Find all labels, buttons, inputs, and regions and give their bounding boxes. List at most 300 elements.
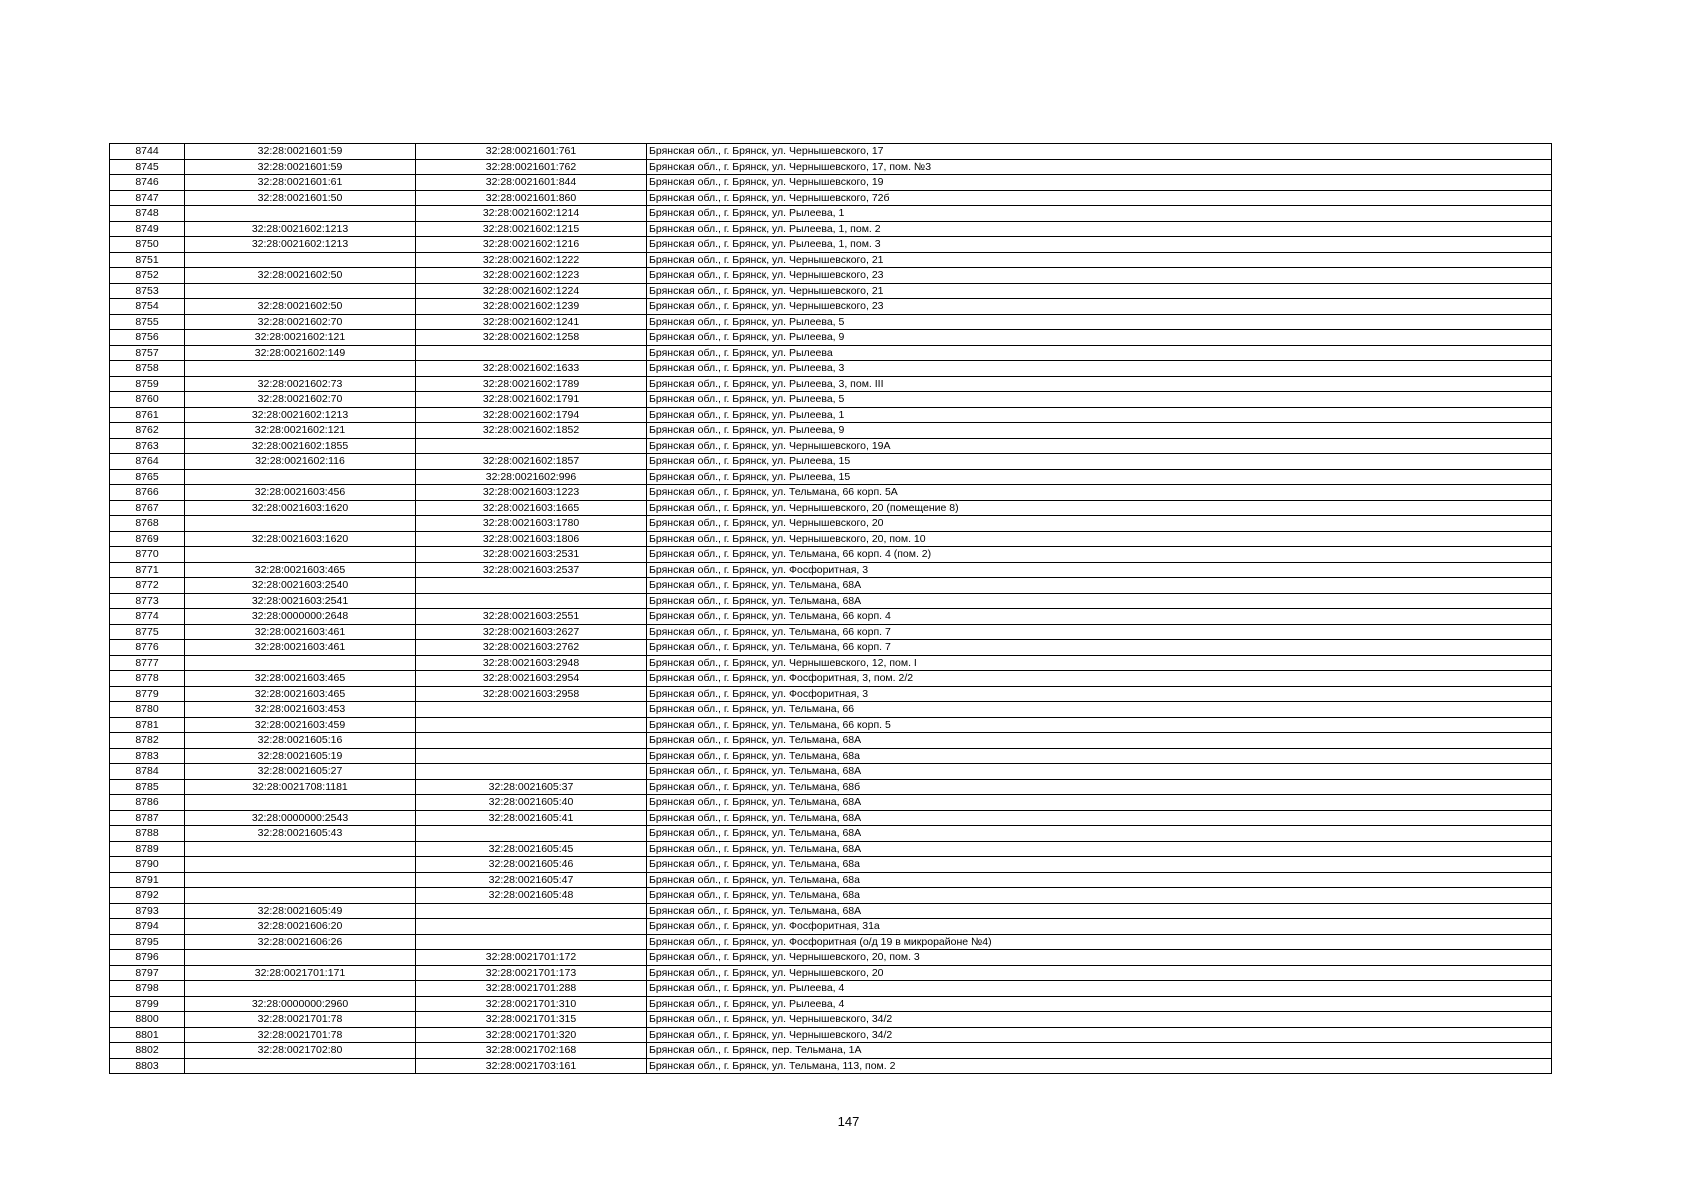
address-cell: Брянская обл., г. Брянск, ул. Фосфоритная (о/д 19 в микрорайоне №4) [647, 934, 1552, 950]
table-row [110, 624, 1552, 640]
object-cadastral-number-cell: 32:28:0021602:1223 [416, 268, 647, 284]
object-cadastral-number-cell: 32:28:0021602:1794 [416, 407, 647, 423]
row-number-cell: 8751 [110, 252, 185, 268]
row-number-cell: 8745 [110, 159, 185, 175]
table-row [110, 671, 1552, 687]
row-number-cell: 8767 [110, 500, 185, 516]
object-cadastral-number-cell: 32:28:0021603:2958 [416, 686, 647, 702]
table-row [110, 779, 1552, 795]
land-cadastral-number-cell: 32:28:0021603:461 [185, 640, 416, 656]
row-number-cell: 8748 [110, 206, 185, 222]
address-cell: Брянская обл., г. Брянск, ул. Тельмана, 68А [647, 764, 1552, 780]
land-cadastral-number-cell: 32:28:0021606:26 [185, 934, 416, 950]
row-number-cell: 8776 [110, 640, 185, 656]
land-cadastral-number-cell: 32:28:0021602:1855 [185, 438, 416, 454]
table-row [110, 221, 1552, 237]
table-row [110, 330, 1552, 346]
object-cadastral-number-cell: 32:28:0021603:2954 [416, 671, 647, 687]
address-cell: Брянская обл., г. Брянск, ул. Рылеева, 9 [647, 423, 1552, 439]
row-number-cell: 8800 [110, 1012, 185, 1028]
land-cadastral-number-cell: 32:28:0021603:456 [185, 485, 416, 501]
table-row [110, 454, 1552, 470]
land-cadastral-number-cell: 32:28:0021601:59 [185, 159, 416, 175]
row-number-cell: 8801 [110, 1027, 185, 1043]
row-number-cell: 8769 [110, 531, 185, 547]
object-cadastral-number-cell [416, 438, 647, 454]
land-cadastral-number-cell: 32:28:0021702:80 [185, 1043, 416, 1059]
address-cell: Брянская обл., г. Брянск, ул. Чернышевского, 21 [647, 283, 1552, 299]
table-row [110, 593, 1552, 609]
row-number-cell: 8765 [110, 469, 185, 485]
address-cell: Брянская обл., г. Брянск, ул. Чернышевского, 17, пом. №3 [647, 159, 1552, 175]
table-row [110, 655, 1552, 671]
address-cell: Брянская обл., г. Брянск, ул. Тельмана, 68А [647, 810, 1552, 826]
object-cadastral-number-cell [416, 717, 647, 733]
address-cell: Брянская обл., г. Брянск, ул. Тельмана, 113, пом. 2 [647, 1058, 1552, 1074]
row-number-cell: 8757 [110, 345, 185, 361]
page-number: 147 [837, 1114, 860, 1129]
object-cadastral-number-cell: 32:28:0021603:1223 [416, 485, 647, 501]
object-cadastral-number-cell: 32:28:0021602:996 [416, 469, 647, 485]
row-number-cell: 8753 [110, 283, 185, 299]
address-cell: Брянская обл., г. Брянск, ул. Рылеева, 3 [647, 361, 1552, 377]
land-cadastral-number-cell: 32:28:0021601:50 [185, 190, 416, 206]
object-cadastral-number-cell: 32:28:0021603:2948 [416, 655, 647, 671]
land-cadastral-number-cell [185, 1058, 416, 1074]
row-number-cell: 8779 [110, 686, 185, 702]
land-cadastral-number-cell: 32:28:0021603:1620 [185, 500, 416, 516]
object-cadastral-number-cell: 32:28:0021602:1224 [416, 283, 647, 299]
row-number-cell: 8777 [110, 655, 185, 671]
address-cell: Брянская обл., г. Брянск, ул. Тельмана, 68а [647, 857, 1552, 873]
row-number-cell: 8775 [110, 624, 185, 640]
row-number-cell: 8746 [110, 175, 185, 191]
table-row [110, 314, 1552, 330]
table-row [110, 423, 1552, 439]
table-row [110, 919, 1552, 935]
object-cadastral-number-cell: 32:28:0021603:1780 [416, 516, 647, 532]
object-cadastral-number-cell: 32:28:0021603:1665 [416, 500, 647, 516]
land-cadastral-number-cell: 32:28:0021605:27 [185, 764, 416, 780]
object-cadastral-number-cell: 32:28:0021605:45 [416, 841, 647, 857]
object-cadastral-number-cell [416, 826, 647, 842]
row-number-cell: 8768 [110, 516, 185, 532]
address-cell: Брянская обл., г. Брянск, пер. Тельмана, 1А [647, 1043, 1552, 1059]
table-row [110, 888, 1552, 904]
table-row [110, 252, 1552, 268]
object-cadastral-number-cell: 32:28:0021602:1222 [416, 252, 647, 268]
land-cadastral-number-cell: 32:28:0021601:59 [185, 144, 416, 160]
land-cadastral-number-cell: 32:28:0021605:43 [185, 826, 416, 842]
land-cadastral-number-cell: 32:28:0021603:459 [185, 717, 416, 733]
object-cadastral-number-cell [416, 764, 647, 780]
row-number-cell: 8791 [110, 872, 185, 888]
address-cell: Брянская обл., г. Брянск, ул. Тельмана, 66 корп. 4 [647, 609, 1552, 625]
object-cadastral-number-cell: 32:28:0021602:1633 [416, 361, 647, 377]
land-cadastral-number-cell: 32:28:0021605:19 [185, 748, 416, 764]
object-cadastral-number-cell [416, 593, 647, 609]
address-cell: Брянская обл., г. Брянск, ул. Рылеева, 1, пом. 3 [647, 237, 1552, 253]
address-cell: Брянская обл., г. Брянск, ул. Рылеева, 15 [647, 469, 1552, 485]
table-row [110, 1043, 1552, 1059]
land-cadastral-number-cell: 32:28:0021603:461 [185, 624, 416, 640]
land-cadastral-number-cell: 32:28:0021603:2541 [185, 593, 416, 609]
land-cadastral-number-cell: 32:28:0021602:73 [185, 376, 416, 392]
row-number-cell: 8781 [110, 717, 185, 733]
table-row [110, 1012, 1552, 1028]
object-cadastral-number-cell [416, 919, 647, 935]
table-row [110, 144, 1552, 160]
table-row [110, 950, 1552, 966]
row-number-cell: 8766 [110, 485, 185, 501]
land-cadastral-number-cell: 32:28:0021605:16 [185, 733, 416, 749]
object-cadastral-number-cell: 32:28:0021602:1215 [416, 221, 647, 237]
table-row [110, 826, 1552, 842]
table-row [110, 733, 1552, 749]
table-row [110, 702, 1552, 718]
land-cadastral-number-cell: 32:28:0000000:2648 [185, 609, 416, 625]
address-cell: Брянская обл., г. Брянск, ул. Чернышевского, 19 [647, 175, 1552, 191]
row-number-cell: 8764 [110, 454, 185, 470]
row-number-cell: 8763 [110, 438, 185, 454]
land-cadastral-number-cell [185, 361, 416, 377]
table-row [110, 531, 1552, 547]
table-row [110, 872, 1552, 888]
table-row [110, 516, 1552, 532]
object-cadastral-number-cell [416, 702, 647, 718]
address-cell: Брянская обл., г. Брянск, ул. Рылеева, 4 [647, 996, 1552, 1012]
land-cadastral-number-cell: 32:28:0021601:61 [185, 175, 416, 191]
object-cadastral-number-cell: 32:28:0021701:320 [416, 1027, 647, 1043]
cadastral-table [109, 143, 1552, 1074]
address-cell: Брянская обл., г. Брянск, ул. Чернышевского, 20, пом. 10 [647, 531, 1552, 547]
address-cell: Брянская обл., г. Брянск, ул. Тельмана, 68А [647, 593, 1552, 609]
row-number-cell: 8782 [110, 733, 185, 749]
row-number-cell: 8783 [110, 748, 185, 764]
row-number-cell: 8744 [110, 144, 185, 160]
object-cadastral-number-cell [416, 748, 647, 764]
land-cadastral-number-cell: 32:28:0021603:2540 [185, 578, 416, 594]
object-cadastral-number-cell: 32:28:0021602:1852 [416, 423, 647, 439]
address-cell: Брянская обл., г. Брянск, ул. Тельмана, 66 корп. 7 [647, 624, 1552, 640]
row-number-cell: 8785 [110, 779, 185, 795]
address-cell: Брянская обл., г. Брянск, ул. Тельмана, 68а [647, 748, 1552, 764]
object-cadastral-number-cell: 32:28:0021701:173 [416, 965, 647, 981]
table-row [110, 547, 1552, 563]
land-cadastral-number-cell [185, 981, 416, 997]
row-number-cell: 8773 [110, 593, 185, 609]
address-cell: Брянская обл., г. Брянск, ул. Чернышевского, 20 [647, 965, 1552, 981]
land-cadastral-number-cell: 32:28:0021602:1213 [185, 237, 416, 253]
table-row [110, 407, 1552, 423]
object-cadastral-number-cell: 32:28:0021602:1789 [416, 376, 647, 392]
table-row [110, 795, 1552, 811]
object-cadastral-number-cell [416, 345, 647, 361]
table-row [110, 934, 1552, 950]
table-row [110, 485, 1552, 501]
table-row [110, 361, 1552, 377]
table-row [110, 206, 1552, 222]
table-row [110, 810, 1552, 826]
row-number-cell: 8770 [110, 547, 185, 563]
table-row [110, 562, 1552, 578]
address-cell: Брянская обл., г. Брянск, ул. Фосфоритная, 3 [647, 562, 1552, 578]
table-row [110, 578, 1552, 594]
table-row [110, 376, 1552, 392]
row-number-cell: 8797 [110, 965, 185, 981]
table-row [110, 857, 1552, 873]
address-cell: Брянская обл., г. Брянск, ул. Тельмана, 68А [647, 826, 1552, 842]
land-cadastral-number-cell: 32:28:0021602:121 [185, 423, 416, 439]
row-number-cell: 8747 [110, 190, 185, 206]
land-cadastral-number-cell: 32:28:0021605:49 [185, 903, 416, 919]
address-cell: Брянская обл., г. Брянск, ул. Фосфоритная, 3, пом. 2/2 [647, 671, 1552, 687]
address-cell: Брянская обл., г. Брянск, ул. Чернышевского, 34/2 [647, 1027, 1552, 1043]
address-cell: Брянская обл., г. Брянск, ул. Тельмана, 66 корп. 7 [647, 640, 1552, 656]
row-number-cell: 8752 [110, 268, 185, 284]
row-number-cell: 8772 [110, 578, 185, 594]
object-cadastral-number-cell: 32:28:0021603:2762 [416, 640, 647, 656]
object-cadastral-number-cell: 32:28:0021602:1241 [416, 314, 647, 330]
object-cadastral-number-cell: 32:28:0021601:844 [416, 175, 647, 191]
address-cell: Брянская обл., г. Брянск, ул. Чернышевского, 20, пом. 3 [647, 950, 1552, 966]
table-row [110, 1027, 1552, 1043]
table-row [110, 996, 1552, 1012]
table-row [110, 748, 1552, 764]
address-cell: Брянская обл., г. Брянск, ул. Рылеева, 3, пом. III [647, 376, 1552, 392]
object-cadastral-number-cell: 32:28:0021603:2627 [416, 624, 647, 640]
object-cadastral-number-cell: 32:28:0021602:1216 [416, 237, 647, 253]
address-cell: Брянская обл., г. Брянск, ул. Тельмана, 68а [647, 888, 1552, 904]
land-cadastral-number-cell [185, 206, 416, 222]
address-cell: Брянская обл., г. Брянск, ул. Чернышевского, 72б [647, 190, 1552, 206]
row-number-cell: 8761 [110, 407, 185, 423]
row-number-cell: 8774 [110, 609, 185, 625]
row-number-cell: 8762 [110, 423, 185, 439]
address-cell: Брянская обл., г. Брянск, ул. Чернышевского, 20 (помещение 8) [647, 500, 1552, 516]
land-cadastral-number-cell: 32:28:0021701:78 [185, 1027, 416, 1043]
land-cadastral-number-cell [185, 469, 416, 485]
row-number-cell: 8788 [110, 826, 185, 842]
land-cadastral-number-cell: 32:28:0021603:453 [185, 702, 416, 718]
land-cadastral-number-cell: 32:28:0021603:465 [185, 686, 416, 702]
table-row [110, 469, 1552, 485]
land-cadastral-number-cell: 32:28:0021602:121 [185, 330, 416, 346]
land-cadastral-number-cell [185, 252, 416, 268]
object-cadastral-number-cell [416, 578, 647, 594]
land-cadastral-number-cell: 32:28:0021602:1213 [185, 407, 416, 423]
address-cell: Брянская обл., г. Брянск, ул. Рылеева, 5 [647, 392, 1552, 408]
row-number-cell: 8771 [110, 562, 185, 578]
table-row [110, 268, 1552, 284]
row-number-cell: 8790 [110, 857, 185, 873]
address-cell: Брянская обл., г. Брянск, ул. Рылеева, 9 [647, 330, 1552, 346]
object-cadastral-number-cell: 32:28:0021602:1258 [416, 330, 647, 346]
address-cell: Брянская обл., г. Брянск, ул. Чернышевского, 34/2 [647, 1012, 1552, 1028]
object-cadastral-number-cell: 32:28:0021603:2531 [416, 547, 647, 563]
land-cadastral-number-cell: 32:28:0021701:78 [185, 1012, 416, 1028]
address-cell: Брянская обл., г. Брянск, ул. Фосфоритная, 3 [647, 686, 1552, 702]
land-cadastral-number-cell [185, 950, 416, 966]
table-row [110, 283, 1552, 299]
row-number-cell: 8787 [110, 810, 185, 826]
land-cadastral-number-cell [185, 857, 416, 873]
address-cell: Брянская обл., г. Брянск, ул. Тельмана, 68А [647, 733, 1552, 749]
table-row [110, 175, 1552, 191]
table-row [110, 1058, 1552, 1074]
address-cell: Брянская обл., г. Брянск, ул. Чернышевского, 19А [647, 438, 1552, 454]
address-cell: Брянская обл., г. Брянск, ул. Рылеева, 5 [647, 314, 1552, 330]
address-cell: Брянская обл., г. Брянск, ул. Тельмана, 66 корп. 5 [647, 717, 1552, 733]
row-number-cell: 8803 [110, 1058, 185, 1074]
object-cadastral-number-cell: 32:28:0021602:1214 [416, 206, 647, 222]
land-cadastral-number-cell [185, 516, 416, 532]
object-cadastral-number-cell: 32:28:0021601:761 [416, 144, 647, 160]
table-row [110, 981, 1552, 997]
object-cadastral-number-cell: 32:28:0021601:860 [416, 190, 647, 206]
address-cell: Брянская обл., г. Брянск, ул. Рылеева [647, 345, 1552, 361]
row-number-cell: 8786 [110, 795, 185, 811]
address-cell: Брянская обл., г. Брянск, ул. Тельмана, 68А [647, 841, 1552, 857]
table-row [110, 686, 1552, 702]
address-cell: Брянская обл., г. Брянск, ул. Тельмана, 68А [647, 578, 1552, 594]
row-number-cell: 8755 [110, 314, 185, 330]
land-cadastral-number-cell: 32:28:0021701:171 [185, 965, 416, 981]
table-row [110, 640, 1552, 656]
table-row [110, 392, 1552, 408]
land-cadastral-number-cell: 32:28:0000000:2960 [185, 996, 416, 1012]
address-cell: Брянская обл., г. Брянск, ул. Тельмана, 68а [647, 872, 1552, 888]
address-cell: Брянская обл., г. Брянск, ул. Тельмана, 66 корп. 4 (пом. 2) [647, 547, 1552, 563]
land-cadastral-number-cell [185, 547, 416, 563]
table-row [110, 500, 1552, 516]
row-number-cell: 8796 [110, 950, 185, 966]
object-cadastral-number-cell: 32:28:0021605:37 [416, 779, 647, 795]
table-row [110, 764, 1552, 780]
land-cadastral-number-cell: 32:28:0021603:465 [185, 671, 416, 687]
land-cadastral-number-cell: 32:28:0000000:2543 [185, 810, 416, 826]
row-number-cell: 8756 [110, 330, 185, 346]
address-cell: Брянская обл., г. Брянск, ул. Чернышевского, 20 [647, 516, 1552, 532]
table-row [110, 438, 1552, 454]
address-cell: Брянская обл., г. Брянск, ул. Чернышевского, 23 [647, 268, 1552, 284]
land-cadastral-number-cell [185, 841, 416, 857]
address-cell: Брянская обл., г. Брянск, ул. Рылеева, 1 [647, 206, 1552, 222]
object-cadastral-number-cell: 32:28:0021701:315 [416, 1012, 647, 1028]
address-cell: Брянская обл., г. Брянск, ул. Чернышевского, 21 [647, 252, 1552, 268]
object-cadastral-number-cell: 32:28:0021701:310 [416, 996, 647, 1012]
land-cadastral-number-cell [185, 655, 416, 671]
row-number-cell: 8789 [110, 841, 185, 857]
land-cadastral-number-cell: 32:28:0021708:1181 [185, 779, 416, 795]
row-number-cell: 8750 [110, 237, 185, 253]
table-row [110, 190, 1552, 206]
row-number-cell: 8794 [110, 919, 185, 935]
table-body [110, 144, 1552, 1074]
land-cadastral-number-cell [185, 888, 416, 904]
address-cell: Брянская обл., г. Брянск, ул. Тельмана, 68А [647, 795, 1552, 811]
address-cell: Брянская обл., г. Брянск, ул. Рылеева, 1 [647, 407, 1552, 423]
row-number-cell: 8778 [110, 671, 185, 687]
land-cadastral-number-cell [185, 872, 416, 888]
object-cadastral-number-cell [416, 733, 647, 749]
object-cadastral-number-cell: 32:28:0021701:172 [416, 950, 647, 966]
address-cell: Брянская обл., г. Брянск, ул. Рылеева, 4 [647, 981, 1552, 997]
object-cadastral-number-cell: 32:28:0021601:762 [416, 159, 647, 175]
address-cell: Брянская обл., г. Брянск, ул. Тельмана, 68б [647, 779, 1552, 795]
object-cadastral-number-cell: 32:28:0021605:47 [416, 872, 647, 888]
table-row [110, 299, 1552, 315]
address-cell: Брянская обл., г. Брянск, ул. Рылеева, 15 [647, 454, 1552, 470]
land-cadastral-number-cell [185, 283, 416, 299]
land-cadastral-number-cell: 32:28:0021602:70 [185, 392, 416, 408]
row-number-cell: 8760 [110, 392, 185, 408]
row-number-cell: 8749 [110, 221, 185, 237]
object-cadastral-number-cell: 32:28:0021701:288 [416, 981, 647, 997]
land-cadastral-number-cell: 32:28:0021602:70 [185, 314, 416, 330]
object-cadastral-number-cell: 32:28:0021603:1806 [416, 531, 647, 547]
row-number-cell: 8799 [110, 996, 185, 1012]
row-number-cell: 8759 [110, 376, 185, 392]
row-number-cell: 8792 [110, 888, 185, 904]
object-cadastral-number-cell: 32:28:0021605:46 [416, 857, 647, 873]
row-number-cell: 8795 [110, 934, 185, 950]
address-cell: Брянская обл., г. Брянск, ул. Рылеева, 1, пом. 2 [647, 221, 1552, 237]
object-cadastral-number-cell: 32:28:0021702:168 [416, 1043, 647, 1059]
row-number-cell: 8754 [110, 299, 185, 315]
object-cadastral-number-cell: 32:28:0021605:48 [416, 888, 647, 904]
row-number-cell: 8758 [110, 361, 185, 377]
object-cadastral-number-cell: 32:28:0021603:2551 [416, 609, 647, 625]
land-cadastral-number-cell: 32:28:0021602:1213 [185, 221, 416, 237]
land-cadastral-number-cell: 32:28:0021603:1620 [185, 531, 416, 547]
address-cell: Брянская обл., г. Брянск, ул. Тельмана, 66 корп. 5А [647, 485, 1552, 501]
object-cadastral-number-cell: 32:28:0021602:1791 [416, 392, 647, 408]
address-cell: Брянская обл., г. Брянск, ул. Чернышевского, 17 [647, 144, 1552, 160]
land-cadastral-number-cell: 32:28:0021602:116 [185, 454, 416, 470]
table-row [110, 717, 1552, 733]
table-row [110, 345, 1552, 361]
table-row [110, 237, 1552, 253]
object-cadastral-number-cell [416, 934, 647, 950]
address-cell: Брянская обл., г. Брянск, ул. Фосфоритная, 31а [647, 919, 1552, 935]
object-cadastral-number-cell [416, 903, 647, 919]
table-row [110, 903, 1552, 919]
land-cadastral-number-cell [185, 795, 416, 811]
land-cadastral-number-cell: 32:28:0021602:149 [185, 345, 416, 361]
row-number-cell: 8780 [110, 702, 185, 718]
table-row [110, 841, 1552, 857]
land-cadastral-number-cell: 32:28:0021602:50 [185, 299, 416, 315]
address-cell: Брянская обл., г. Брянск, ул. Тельмана, 66 [647, 702, 1552, 718]
row-number-cell: 8802 [110, 1043, 185, 1059]
row-number-cell: 8798 [110, 981, 185, 997]
object-cadastral-number-cell: 32:28:0021602:1857 [416, 454, 647, 470]
table-row [110, 159, 1552, 175]
row-number-cell: 8784 [110, 764, 185, 780]
row-number-cell: 8793 [110, 903, 185, 919]
object-cadastral-number-cell: 32:28:0021603:2537 [416, 562, 647, 578]
address-cell: Брянская обл., г. Брянск, ул. Чернышевского, 12, пом. I [647, 655, 1552, 671]
table-row [110, 965, 1552, 981]
object-cadastral-number-cell: 32:28:0021602:1239 [416, 299, 647, 315]
address-cell: Брянская обл., г. Брянск, ул. Чернышевского, 23 [647, 299, 1552, 315]
object-cadastral-number-cell: 32:28:0021703:161 [416, 1058, 647, 1074]
land-cadastral-number-cell: 32:28:0021606:20 [185, 919, 416, 935]
land-cadastral-number-cell: 32:28:0021602:50 [185, 268, 416, 284]
object-cadastral-number-cell: 32:28:0021605:40 [416, 795, 647, 811]
object-cadastral-number-cell: 32:28:0021605:41 [416, 810, 647, 826]
